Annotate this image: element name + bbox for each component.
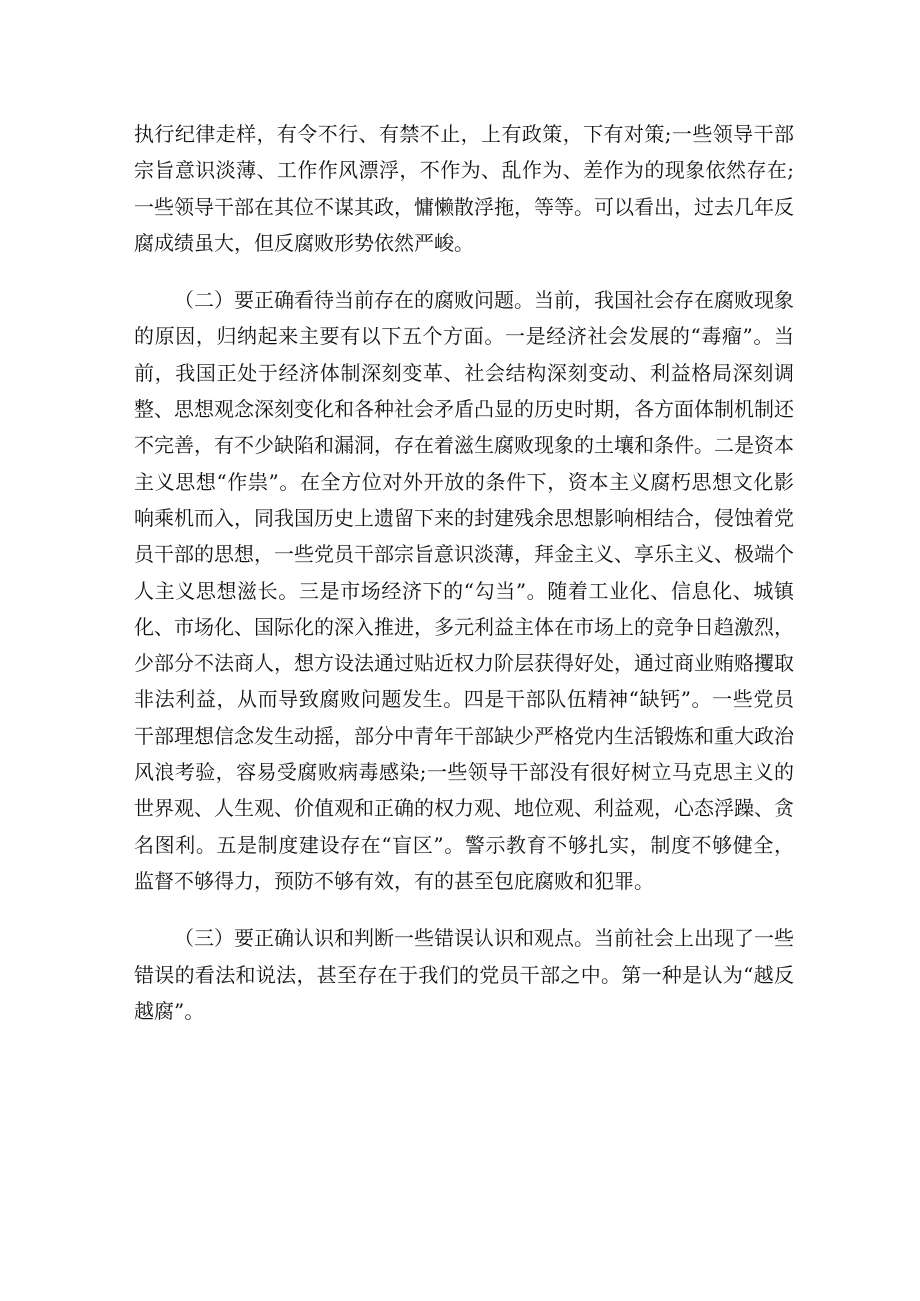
- paragraph-1: 执行纪律走样，有令不行、有禁不止，上有政策，下有对策;一些领导干部宗旨意识淡薄、工作作风漂浮，不作为、乱作为、差作为的现象依然存在;一些领导干部在其位不谋其政，慵懒散浮拖，等等。可以看出，过去几年反腐成绩虽大，但反腐败形势依然严峻。: [134, 122, 794, 255]
- document-body: [134, 116, 794, 1029]
- paragraph-2: （二）要正确看待当前存在的腐败问题。当前，我国社会存在腐败现象的原因，归纳起来主要有以下五个方面。一是经济社会发展的“毒瘤”。当前，我国正处于经济体制深刻变革、社会结构深刻变动、利益格局深刻调整、思想观念深刻变化和各种社会矛盾凸显的历史时期，各方面体制机制还不完善，有不少缺陷和漏洞，存在着滋生腐败现象的土壤和条件。二是资本主义思想“作祟”。在全方位对外开放的条件下，资本主义腐朽思想文化影响乘机而入，同我国历史上遗留下来的封建残余思想影响相结合，侵蚀着党员干部的思想，一些党员干部宗旨意识淡薄，拜金主义、享乐主义、极端个人主义思想滋长。三是市场经济下的“勾当”。随着工业化、信息化、城镇化、市场化、国际化的深入推进，多元利益主体在市场上的竞争日趋激烈，少部分不法商人，想方设法通过贴近权力阶层获得好处，通过商业贿赂攫取非法利益，从而导致腐败问题发生。四是干部队伍精神“缺钙”。一些党员干部理想信念发生动摇，部分中青年干部缺少严格党内生活锻炼和重大政治风浪考验，容易受腐败病毒感染;一些领导干部没有很好树立马克思主义的世界观、人生观、价值观和正确的权力观、地位观、利益观，心态浮躁、贪名图利。五是制度建设存在“盲区”。警示教育不够扎实，制度不够健全，监督不够得力，预防不够有效，有的甚至包庇腐败和犯罪。: [134, 288, 794, 893]
- paragraph-3: （三）要正确认识和判断一些错误认识和观点。当前社会上出现了一些错误的看法和说法，甚至存在于我们的党员干部之中。第一种是认为“越反越腐”。: [134, 926, 794, 1023]
